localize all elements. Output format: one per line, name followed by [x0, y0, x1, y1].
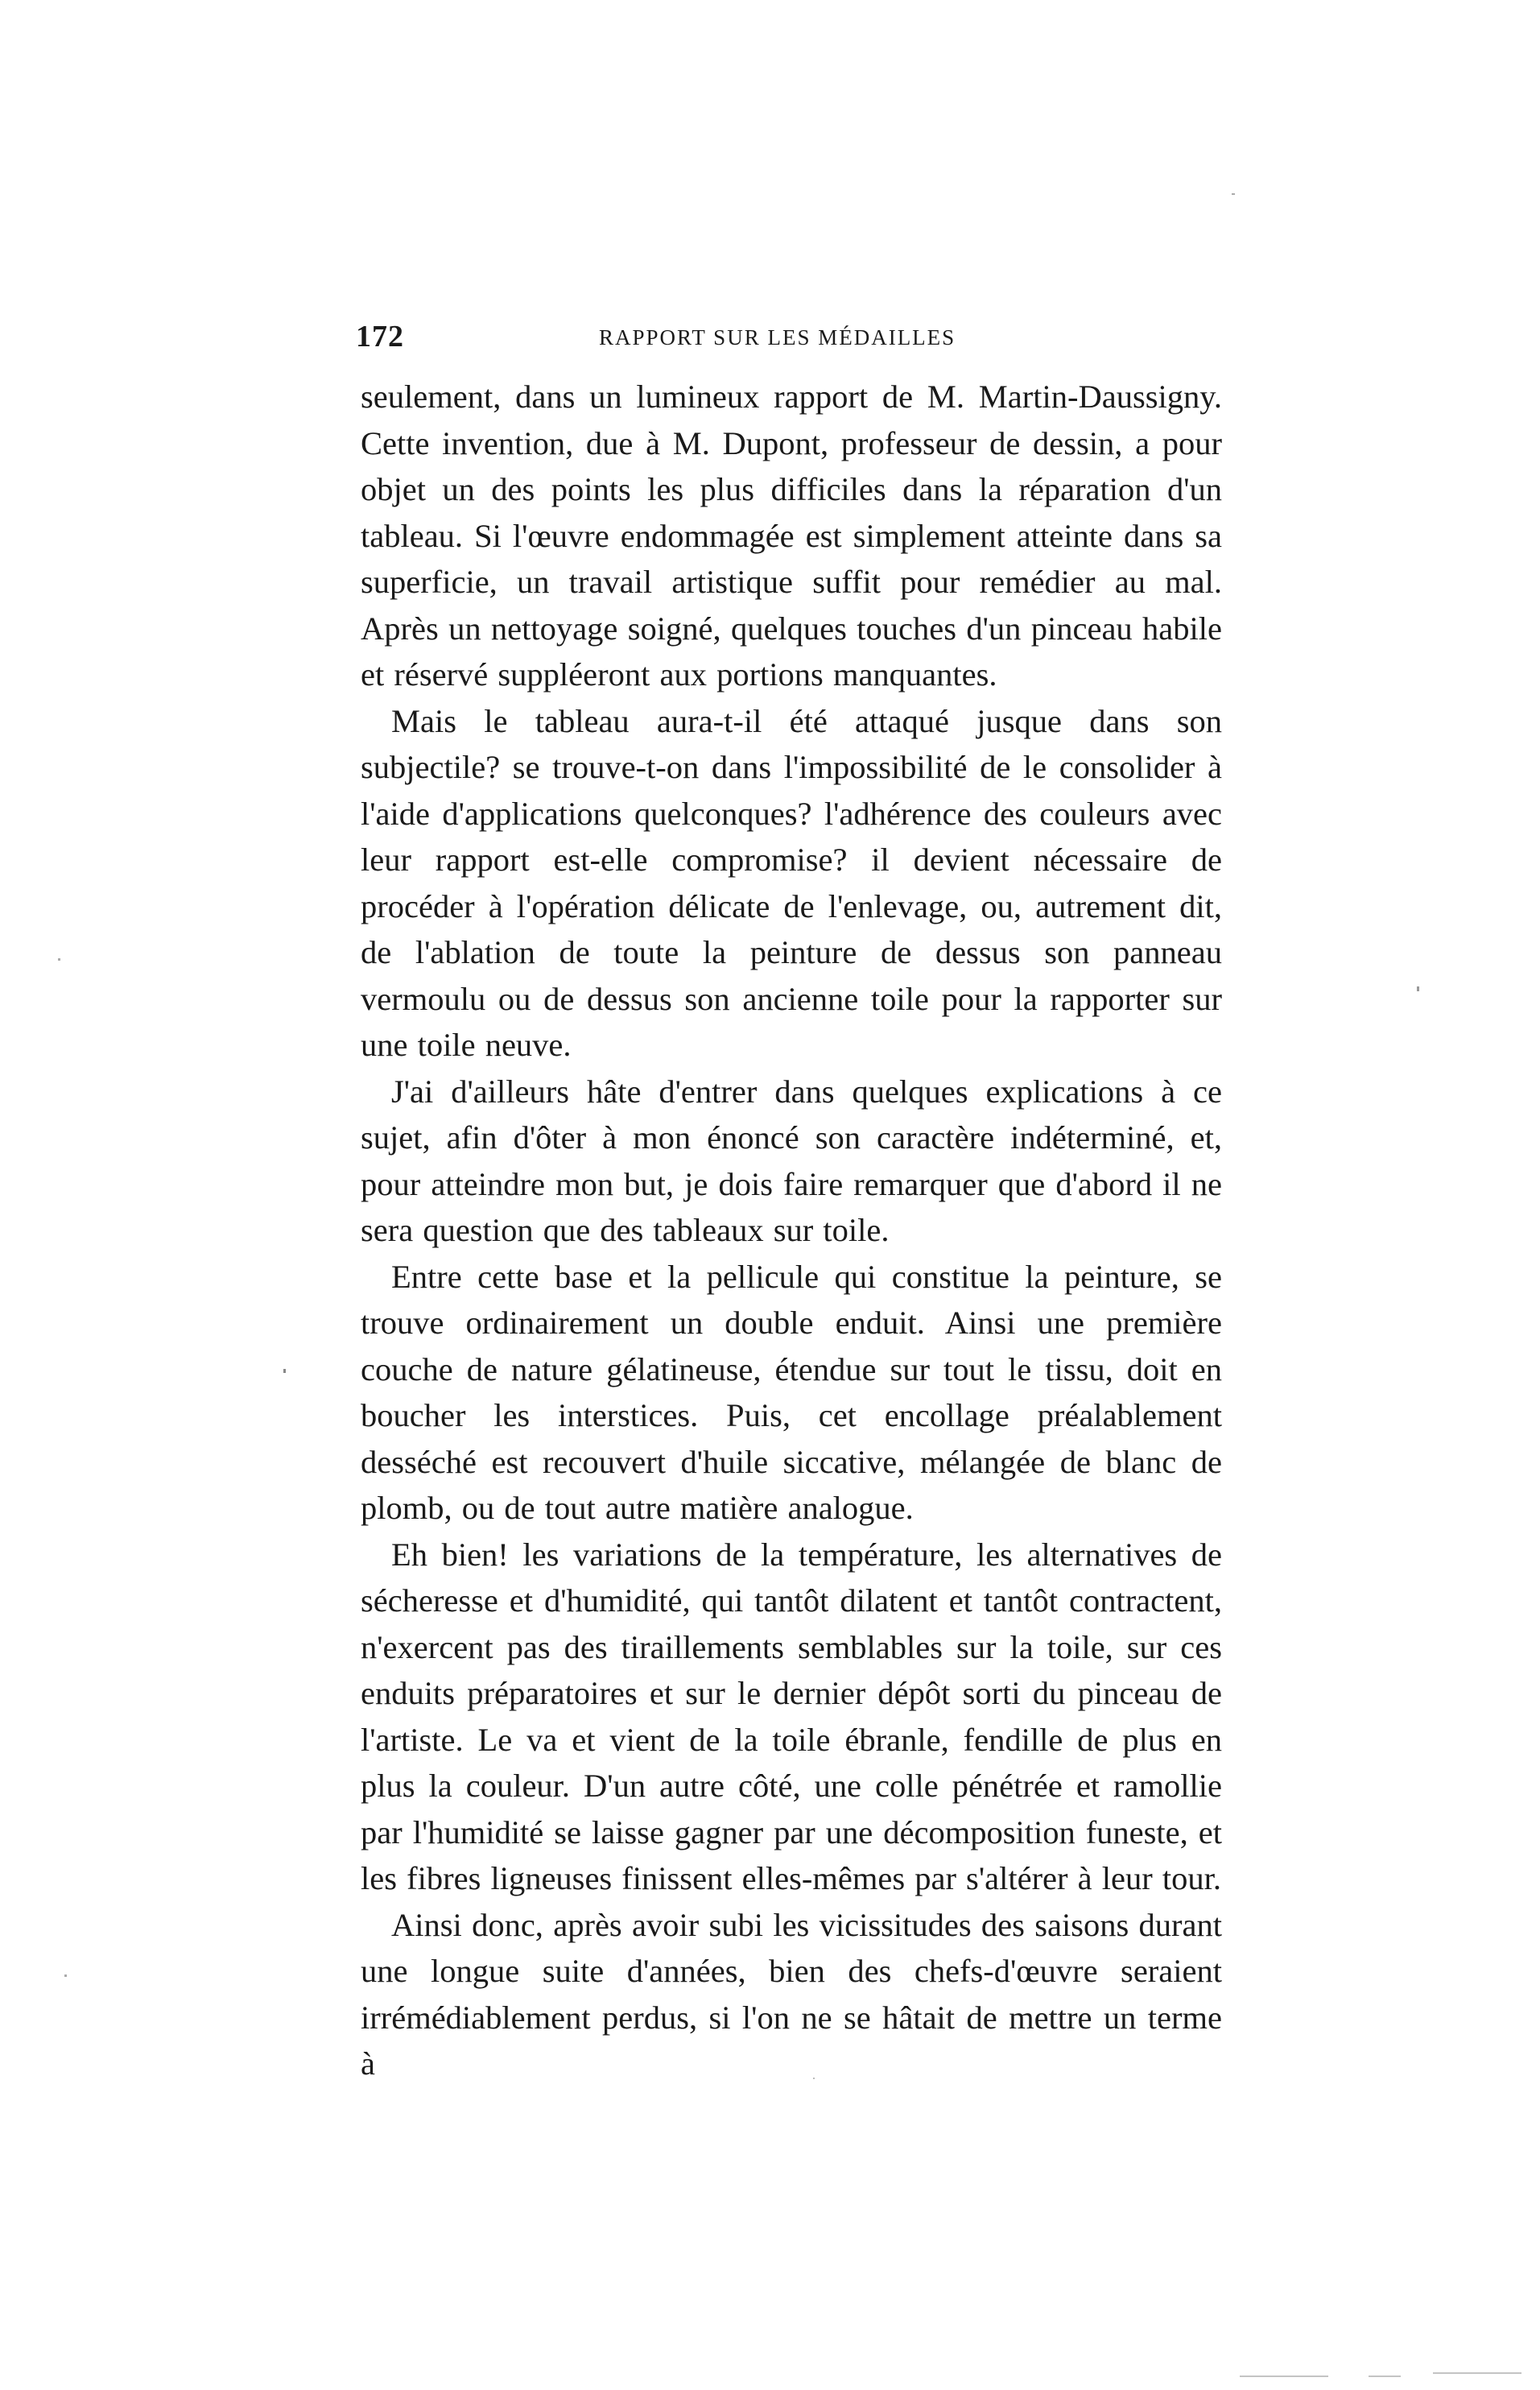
paragraph: Mais le tableau aura-t-il été attaqué jusque dans son subjectile? se trouve-t-on dans l'impossibilité de le consolider à l'aide d'applications quelconques? l'adhérence des couleurs avec leur rapport est-elle compromise? il devient nécessaire de procéder à l'opération délicate de l'enlevage, ou, autrement dit, de l'ablation de toute la peinture de dessus son panneau vermoulu ou de dessus son ancienne toile pour la rapporter sur une toile neuve.: [361, 702, 1222, 1063]
scan-speck: [283, 1369, 286, 1373]
scan-speck: [64, 1974, 67, 1977]
scan-speck: [1417, 986, 1419, 991]
scan-edge-line: [1240, 2376, 1328, 2377]
scan-speck: [1232, 193, 1235, 195]
paragraph: seulement, dans un lumineux rapport de M. Martin-Daussigny. Cette invention, due à M. Dupont, professeur de dessin, a pour objet un des points les plus difficiles dans la réparation d'un tableau. Si l'œuvre endommagée est simplement atteinte dans sa superficie, un travail artistique suffit pour remédier au mal. Après un nettoyage soigné, quelques touches d'un pinceau habile et réservé suppléeront aux portions manquantes.: [361, 378, 1222, 693]
scan-speck: [58, 958, 60, 961]
page-number: 172: [356, 320, 404, 354]
body-text: [361, 374, 1222, 2087]
scan-edge-line: [1369, 2376, 1401, 2377]
paragraph: Entre cette base et la pellicule qui constitue la peinture, se trouve ordinairement un double enduit. Ainsi une première couche de nature gélatineuse, étendue sur tout le tissu, doit en boucher les interstices. Puis, cet encollage préalablement desséché est recouvert d'huile siccative, mélangée de blanc de plomb, ou de tout autre matière analogue.: [361, 1258, 1222, 1526]
running-title: RAPPORT SUR LES MÉDAILLES: [599, 325, 956, 349]
paragraph: Ainsi donc, après avoir subi les vicissitudes des saisons durant une longue suite d'années, bien des chefs-d'œuvre seraient irrémédiablement perdus, si l'on ne se hâtait de mettre un terme à: [361, 1906, 1222, 2082]
page-header: [356, 319, 1225, 367]
scan-speck: [813, 2078, 815, 2079]
paragraph: Eh bien! les variations de la température, les alternatives de sécheresse et d'humidité, qui tantôt dilatent et tantôt contractent, n'exercent pas des tiraillements semblables sur la toile, sur ces enduits préparatoires et sur le dernier dépôt sorti du pinceau de l'artiste. Le va et vient de la toile ébranle, fendille de plus en plus la couleur. D'un autre côté, une colle pénétrée et ramollie par l'humidité se laisse gagner par une décomposition funeste, et les fibres ligneuses finissent elles-mêmes par s'altérer à leur tour.: [361, 1536, 1222, 1896]
scan-edge-line: [1433, 2372, 1521, 2374]
paragraph: J'ai d'ailleurs hâte d'entrer dans quelques explications à ce sujet, afin d'ôter à mon énoncé son caractère indéterminé, et, pour atteindre mon but, je dois faire remarquer que d'abord il ne sera question que des tableaux sur toile.: [361, 1073, 1222, 1248]
